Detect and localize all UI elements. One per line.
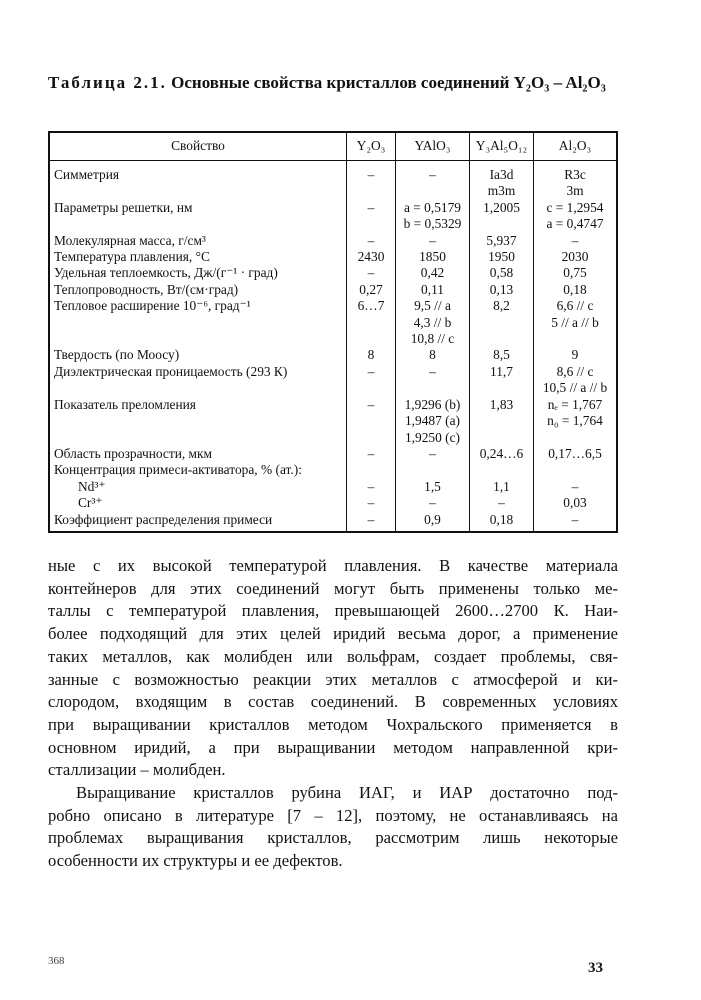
table-body	[49, 161, 617, 532]
table-row	[49, 298, 617, 347]
property-value: 0,17…6,5	[534, 446, 618, 462]
property-value: –	[470, 495, 534, 511]
property-name: Температура плавления, °С	[54, 249, 210, 265]
text-line: особенности их структуры и ее дефектов.	[48, 851, 343, 871]
property-value	[347, 462, 396, 478]
property-value: –	[534, 512, 618, 532]
property-value: –	[347, 479, 396, 495]
property-name: Диэлектрическая проницаемость (293 К)	[54, 363, 288, 379]
property-name: Молекулярная масса, г/см³	[54, 232, 206, 248]
text-line: таллы с температурой плавления, превышающей 2600…2700 К. Наи-	[48, 601, 618, 621]
property-value: 0,13	[470, 282, 534, 298]
table-caption-text: Основные свойства кристаллов соединений Y₂O₃ – Al₂O₃	[171, 73, 606, 92]
property-value	[470, 462, 534, 478]
property-value: 8,5	[470, 347, 534, 363]
table-row	[49, 233, 617, 249]
property-value: 0,42	[396, 265, 470, 281]
property-value: –	[347, 446, 396, 462]
property-value: 1,5	[396, 479, 470, 495]
property-value: R3c 3m	[534, 161, 618, 200]
property-value: 0,03	[534, 495, 618, 511]
property-value: 8,2	[470, 298, 534, 347]
property-value: 1850	[396, 249, 470, 265]
property-value: –	[534, 233, 618, 249]
property-value: 1,2005	[470, 200, 534, 233]
property-name: Удельная теплоемкость, Дж/(г⁻¹ · град)	[54, 265, 278, 281]
property-value: 6,6 // c 5 // a // b	[534, 298, 618, 347]
table-row	[49, 397, 617, 446]
text-line: более подходящий для этих целей иридий весьма дорог, а применение	[48, 624, 618, 644]
property-value: 0,24…6	[470, 446, 534, 462]
column-header: Y₂O₃	[347, 132, 396, 161]
text-line: слородом, входящим в состав соединений. В современных условиях	[48, 692, 618, 712]
table-row	[49, 495, 617, 511]
property-value: 8,6 // c 10,5 // a // b	[534, 364, 618, 397]
property-value: 9,5 // a 4,3 // b 10,8 // c	[396, 298, 470, 347]
property-value: –	[347, 233, 396, 249]
property-value: –	[347, 495, 396, 511]
body-text	[48, 555, 618, 873]
property-value: 0,27	[347, 282, 396, 298]
property-value: –	[396, 364, 470, 397]
column-header: YAlO₃	[396, 132, 470, 161]
property-name: Nd³⁺	[78, 478, 106, 494]
property-value: 0,9	[396, 512, 470, 532]
text-line: занные с возможностью реакции этих металлов с атмосферой и ки-	[48, 669, 618, 689]
property-name: Твердость (по Моосу)	[54, 347, 180, 363]
property-value: –	[347, 200, 396, 233]
property-name: Коэффициент распределения примеси	[54, 511, 273, 527]
property-value: 6…7	[347, 298, 396, 347]
property-value: –	[347, 512, 396, 532]
property-value: 8	[396, 347, 470, 363]
property-value: 0,11	[396, 282, 470, 298]
property-name: Концентрация примеси-активатора, % (ат.):	[54, 462, 302, 478]
table-row	[49, 446, 617, 462]
property-name: Тепловое расширение 10⁻⁶, град⁻¹	[54, 298, 251, 314]
property-value: –	[396, 161, 470, 200]
text-line: таких металлов, как молибден или вольфрам, создает проблемы, свя-	[48, 646, 618, 666]
property-value: 2430	[347, 249, 396, 265]
text-line: ные с их высокой температурой плавления. В качестве материала	[48, 556, 618, 575]
property-name: Теплопроводность, Вт/(см·град)	[54, 281, 239, 297]
property-value: 5,937	[470, 233, 534, 249]
property-value: c = 1,2954 a = 0,4747	[534, 200, 618, 233]
column-header: Al₂O₃	[534, 132, 618, 161]
property-value: 1950	[470, 249, 534, 265]
property-value: 2030	[534, 249, 618, 265]
property-value: –	[347, 364, 396, 397]
table-caption-label: Таблица 2.1.	[48, 73, 167, 92]
property-value: a = 0,5179 b = 0,5329	[396, 200, 470, 233]
property-value	[534, 462, 618, 478]
text-line: при выращивании кристаллов методом Чохральского применяется в	[48, 714, 618, 734]
table-row	[49, 364, 617, 397]
property-value: –	[534, 479, 618, 495]
property-value: –	[347, 161, 396, 200]
property-value: –	[347, 265, 396, 281]
table-row	[49, 347, 617, 363]
property-value: 8	[347, 347, 396, 363]
property-value: 9	[534, 347, 618, 363]
property-name: Симметрия	[54, 167, 120, 182]
column-header: Свойство	[49, 132, 347, 161]
property-value: 1,9296 (b) 1,9487 (a) 1,9250 (c)	[396, 397, 470, 446]
property-value: 0,18	[534, 282, 618, 298]
print-mark: 368	[48, 955, 65, 967]
property-value: nₑ = 1,767 n₀ = 1,764	[534, 397, 618, 446]
column-header: Y₃Al₅O₁₂	[470, 132, 534, 161]
table-caption	[48, 72, 618, 93]
table-row	[49, 161, 617, 200]
property-value: 0,75	[534, 265, 618, 281]
property-name: Параметры решетки, нм	[54, 199, 193, 215]
property-value: Ia3d m3m	[470, 161, 534, 200]
property-value: –	[396, 446, 470, 462]
property-value: –	[347, 397, 396, 446]
properties-table	[48, 131, 618, 533]
table-row	[49, 200, 617, 233]
property-value: 0,18	[470, 512, 534, 532]
text-line: основном иридий, а при выращивании методом направленной кри-	[48, 737, 618, 757]
text-line: Выращивание кристаллов рубина ИАГ, и ИАР достаточно под-	[76, 783, 618, 803]
table-row	[49, 249, 617, 265]
property-value	[396, 462, 470, 478]
text-line: проблемах выращивания кристаллов, рассмотрим лишь некоторые	[48, 828, 618, 848]
table-row	[49, 479, 617, 495]
table-header-row	[49, 132, 617, 161]
table-row	[49, 265, 617, 281]
property-value: –	[396, 495, 470, 511]
property-name: Область прозрачности, мкм	[54, 445, 213, 461]
property-value: 11,7	[470, 364, 534, 397]
property-name: Cr³⁺	[78, 495, 103, 511]
text-line: робно описано в литературе [7 – 12], поэтому, не останавливаясь на	[48, 805, 618, 825]
property-value: –	[396, 233, 470, 249]
text-line: контейнеров для этих соединений могут быть применены только ме-	[48, 578, 618, 598]
page-number: 33	[588, 960, 603, 976]
property-value: 1,1	[470, 479, 534, 495]
property-value: 0,58	[470, 265, 534, 281]
table-row	[49, 462, 617, 478]
table-row	[49, 282, 617, 298]
property-value: 1,83	[470, 397, 534, 446]
property-name: Показатель преломления	[54, 396, 196, 412]
text-line: сталлизации – молибден.	[48, 760, 226, 780]
table-row	[49, 512, 617, 532]
